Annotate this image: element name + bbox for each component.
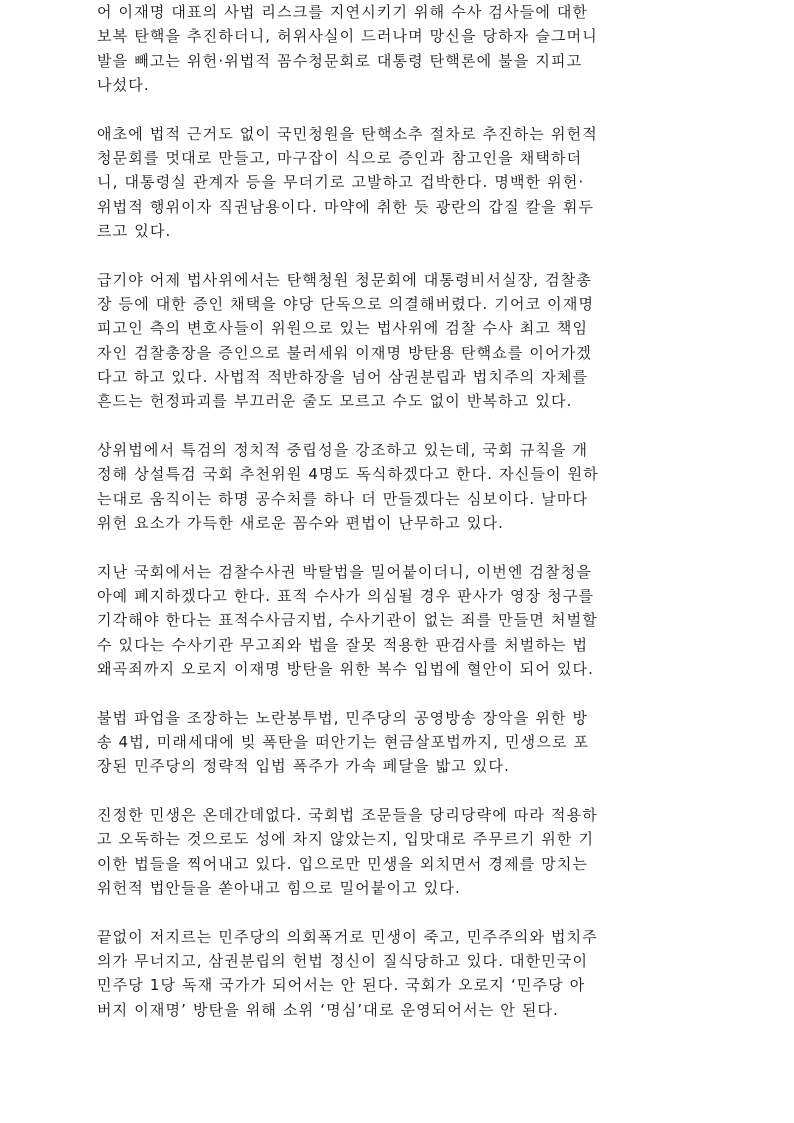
text-line: 위법적 행위이자 직권남용이다. 마약에 취한 듯 광란의 갑질 칼을 휘두 — [97, 197, 595, 216]
paragraph-1 — [97, 0, 697, 97]
text-line: 진정한 민생은 온데간데없다. 국회법 조문들을 당리당략에 따라 적용하 — [97, 806, 598, 825]
text-line: 급기야 어제 법사위에서는 탄핵청원 청문회에 대통령비서실장, 검찰총 — [97, 270, 592, 289]
text-line: 발을 빼고는 위헌·위법적 꼼수청문회로 대통령 탄핵론에 불을 지피고 — [97, 51, 583, 70]
text-line: 는대로 움직이는 하명 공수처를 하나 더 만들겠다는 심보이다. 날마다 — [97, 489, 589, 508]
paragraph-6 — [97, 706, 697, 779]
text-line: 의가 무너지고, 삼권분립의 헌법 정신이 질식당하고 있다. 대한민국이 — [97, 952, 589, 970]
text-line: 위헌적 법안들을 쏟아내고 힘으로 밀어붙이고 있다. — [97, 878, 461, 897]
text-line: 흔드는 헌정파괴를 부끄러운 줄도 모르고 수도 없이 반복하고 있다. — [97, 392, 573, 411]
text-line: 수 있다는 수사기관 무고죄와 법을 잘못 적용한 판검사를 처벌하는 법 — [97, 635, 589, 654]
paragraph-5 — [97, 560, 697, 681]
text-line: 버지 이재명’ 방탄을 위해 소위 ‘명심’대로 운영되어서는 안 된다. — [97, 1000, 560, 1019]
document-body — [97, 0, 697, 1046]
paragraph-8 — [97, 925, 697, 1022]
text-line: 어 이재명 대표의 사법 리스크를 지연시키기 위해 수사 검사들에 대한 — [97, 3, 589, 21]
text-line: 장 등에 대한 증인 채택을 야당 단독으로 의결해버렸다. 기어코 이재명 — [97, 294, 595, 313]
text-line: 다고 하고 있다. 사법적 적반하장을 넘어 삼권분립과 법치주의 자체를 — [97, 367, 589, 386]
text-line: 피고인 측의 변호사들이 위원으로 있는 법사위에 검찰 수사 최고 책임 — [97, 319, 589, 338]
paragraph-3 — [97, 268, 697, 414]
paragraph-4 — [97, 438, 697, 535]
paragraph-2 — [97, 122, 697, 243]
text-line: 보복 탄핵을 추진하더니, 허위사실이 드러나며 망신을 당하자 슬그머니 — [97, 27, 598, 46]
text-line: 자인 검찰총장을 증인으로 불러세워 이재명 방탄용 탄핵쇼를 이어가겠 — [97, 343, 592, 362]
text-line: 아예 폐지하겠다고 한다. 표적 수사가 의심될 경우 판사가 영장 청구를 — [97, 586, 595, 605]
text-line: 불법 파업을 조장하는 노란봉투법, 민주당의 공영방송 장악을 위한 방 — [97, 708, 589, 727]
text-line: 르고 있다. — [97, 221, 172, 240]
paragraph-7 — [97, 803, 697, 900]
text-line: 왜곡죄까지 오로지 이재명 방탄을 위한 복수 입법에 혈안이 되어 있다. — [97, 659, 595, 678]
text-line: 상위법에서 특검의 정치적 중립성을 강조하고 있는데, 국회 규칙을 개 — [97, 440, 589, 459]
text-line: 송 4법, 미래세대에 빚 폭탄을 떠안기는 현금살포법까지, 민생으로 포 — [97, 732, 590, 751]
text-line: 위헌 요소가 가득한 새로운 꼼수와 편법이 난무하고 있다. — [97, 513, 505, 532]
text-line: 기각해야 한다는 표적수사금지법, 수사기관이 없는 죄를 만들면 처벌할 — [97, 611, 598, 630]
text-line: 정해 상설특검 국회 추천위원 4명도 독식하겠다고 한다. 자신들이 원하 — [97, 465, 599, 484]
text-line: 민주당 1당 독재 국가가 되어서는 안 된다. 국회가 오로지 ‘민주당 아 — [97, 976, 586, 995]
text-line: 고 오독하는 것으로도 성에 차지 않았는지, 입맛대로 주무르기 위한 기 — [97, 830, 595, 849]
text-line: 지난 국회에서는 검찰수사권 박탈법을 밀어붙이더니, 이번엔 검찰청을 — [97, 562, 592, 581]
text-line: 니, 대통령실 관계자 등을 무더기로 고발하고 겁박한다. 명백한 위헌· — [97, 173, 585, 192]
text-line: 끝없이 저지르는 민주당의 의회폭거로 민생이 죽고, 민주주의와 법치주 — [97, 927, 598, 946]
text-line: 이한 법들을 찍어내고 있다. 입으로만 민생을 외치면서 경제를 망치는 — [97, 854, 589, 873]
text-line: 장된 민주당의 정략적 입법 폭주가 가속 페달을 밟고 있다. — [97, 757, 510, 776]
text-line: 청문회를 멋대로 만들고, 마구잡이 식으로 증인과 참고인을 채택하더 — [97, 148, 583, 167]
text-line: 애초에 법적 근거도 없이 국민청원을 탄핵소추 절차로 추진하는 위헌적 — [97, 124, 598, 143]
text-line: 나섰다. — [97, 75, 150, 94]
